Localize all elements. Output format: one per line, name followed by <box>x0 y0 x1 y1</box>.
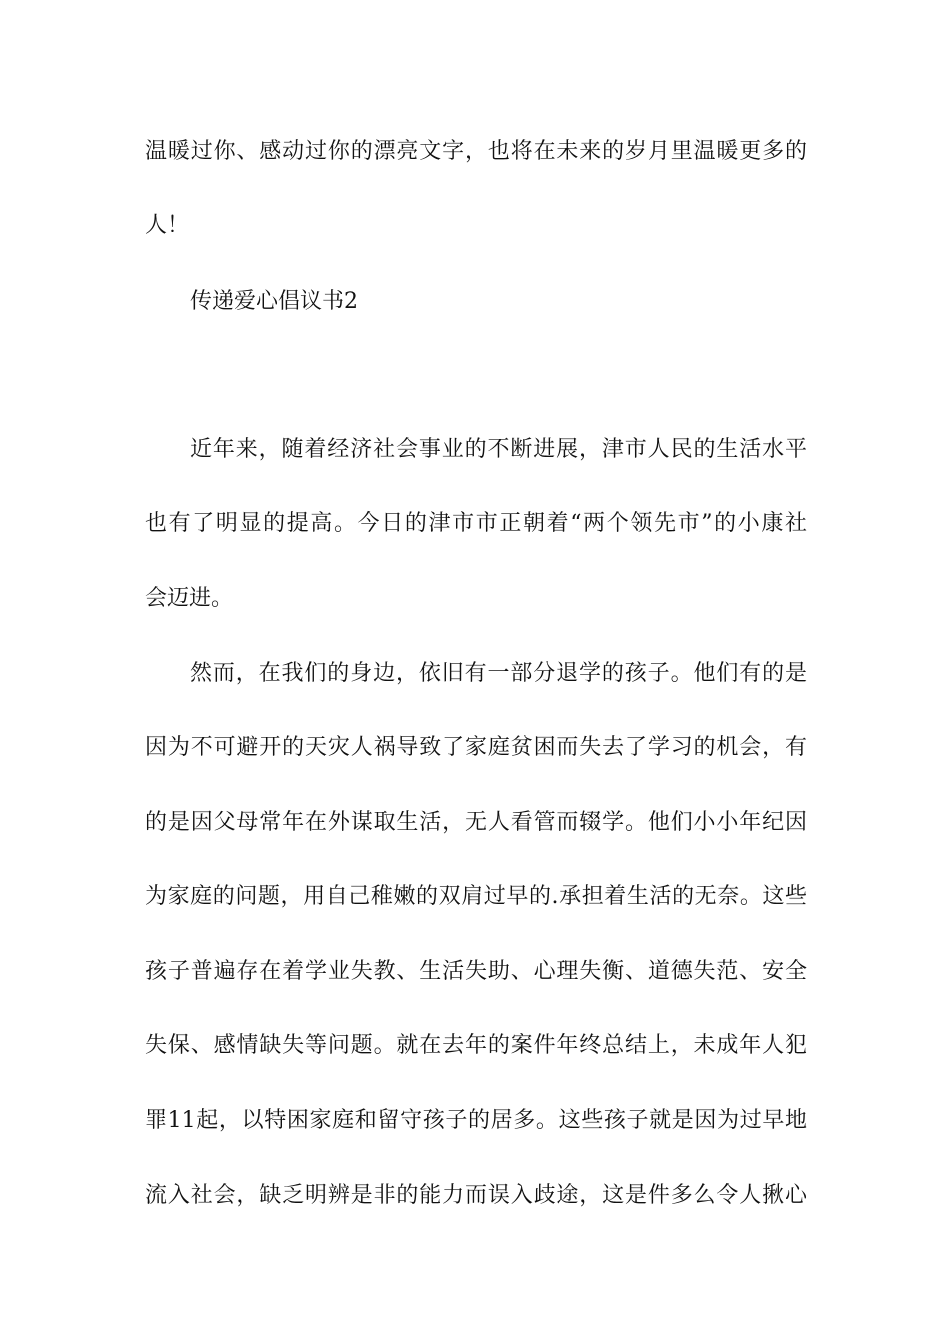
paragraph-line: 孩子普遍存在着学业失教、生活失助、心理失衡、道德失范、安全 <box>145 959 807 984</box>
section-title: 传递爱心倡议书2 <box>190 289 358 314</box>
paragraph-line: 罪11起，以特困家庭和留守孩子的居多。这些孩子就是因为过早地 <box>145 1108 807 1133</box>
paragraph-line: 近年来，随着经济社会事业的不断进展，津市人民的生活水平 <box>190 437 807 462</box>
paragraph-line: 流入社会，缺乏明辨是非的能力而误入歧途，这是件多么令人揪心 <box>145 1183 807 1208</box>
paragraph-line: 会迈进。 <box>145 586 234 611</box>
paragraph-line: 因为不可避开的天灾人祸导致了家庭贫困而失去了学习的机会，有 <box>145 735 807 760</box>
paragraph-line: 失保、感情缺失等问题。就在去年的案件年终总结上，未成年人犯 <box>145 1033 807 1058</box>
paragraph-line: 的是因父母常年在外谋取生活，无人看管而辍学。他们小小年纪因 <box>145 810 807 835</box>
paragraph-line: 人！ <box>145 213 190 238</box>
paragraph-line: 为家庭的问题，用自己稚嫩的双肩过早的.承担着生活的无奈。这些 <box>145 884 807 909</box>
paragraph-line: 然而，在我们的身边，依旧有一部分退学的孩子。他们有的是 <box>190 661 807 686</box>
paragraph-line: 温暖过你、感动过你的漂亮文字，也将在未来的岁月里温暖更多的 <box>145 139 807 164</box>
paragraph-line: 也有了明显的提高。今日的津市市正朝着“两个领先市”的小康社 <box>145 511 807 536</box>
